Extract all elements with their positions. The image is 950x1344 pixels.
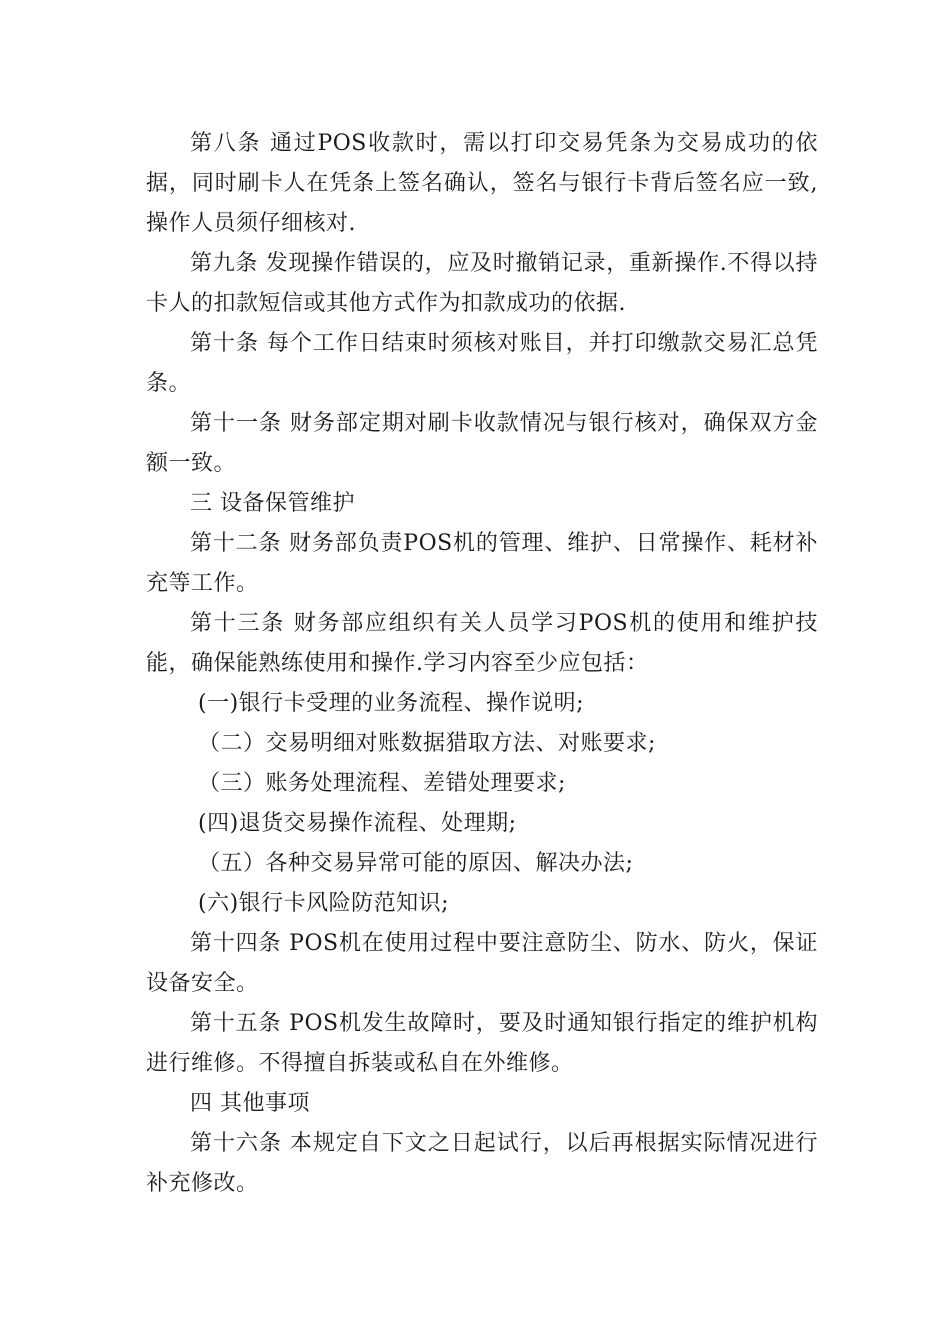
article-14: 第十四条 POS机在使用过程中要注意防尘、防水、防火，保证设备安全。 [146,931,818,996]
list-item: (一)银行卡受理的业务流程、操作说明; [198,691,585,716]
article-10: 第十条 每个工作日结束时须核对账目，并打印缴款交易汇总凭条。 [146,331,818,396]
section-4-heading: 四 其他事项 [190,1091,310,1116]
list-item: （二）交易明细对账数据猎取方法、对账要求; [198,731,656,756]
section-3-heading: 三 设备保管维护 [190,491,355,516]
list-item: (六)银行卡风险防范知识; [198,891,450,916]
list-item: （五）各种交易异常可能的原因、解决办法; [198,851,634,876]
article-11: 第十一条 财务部定期对刷卡收款情况与银行核对，确保双方金额一致。 [146,411,818,476]
article-16: 第十六条 本规定自下文之日起试行，以后再根据实际情况进行补充修改。 [146,1131,818,1196]
list-item: (四)退货交易操作流程、处理期; [198,811,517,836]
article-9: 第九条 发现操作错误的，应及时撤销记录，重新操作.不得以持卡人的扣款短信或其他方式作为扣款成功的依据. [146,251,818,316]
article-8: 第八条 通过POS收款时，需以打印交易凭条为交易成功的依据，同时刷卡人在凭条上签名确认，签名与银行卡背后签名应一致, 操作人员须仔细核对. [146,131,818,236]
article-15: 第十五条 POS机发生故障时，要及时通知银行指定的维护机构进行维修。不得擅自拆装或私自在外维修。 [146,1011,818,1076]
list-item: （三）账务处理流程、差错处理要求; [198,771,566,796]
article-12: 第十二条 财务部负责POS机的管理、维护、日常操作、耗材补充等工作。 [146,531,818,596]
article-13: 第十三条 财务部应组织有关人员学习POS机的使用和维护技能，确保能熟练使用和操作.学习内容至少应包括： [146,611,818,676]
document-body [146,124,818,1204]
